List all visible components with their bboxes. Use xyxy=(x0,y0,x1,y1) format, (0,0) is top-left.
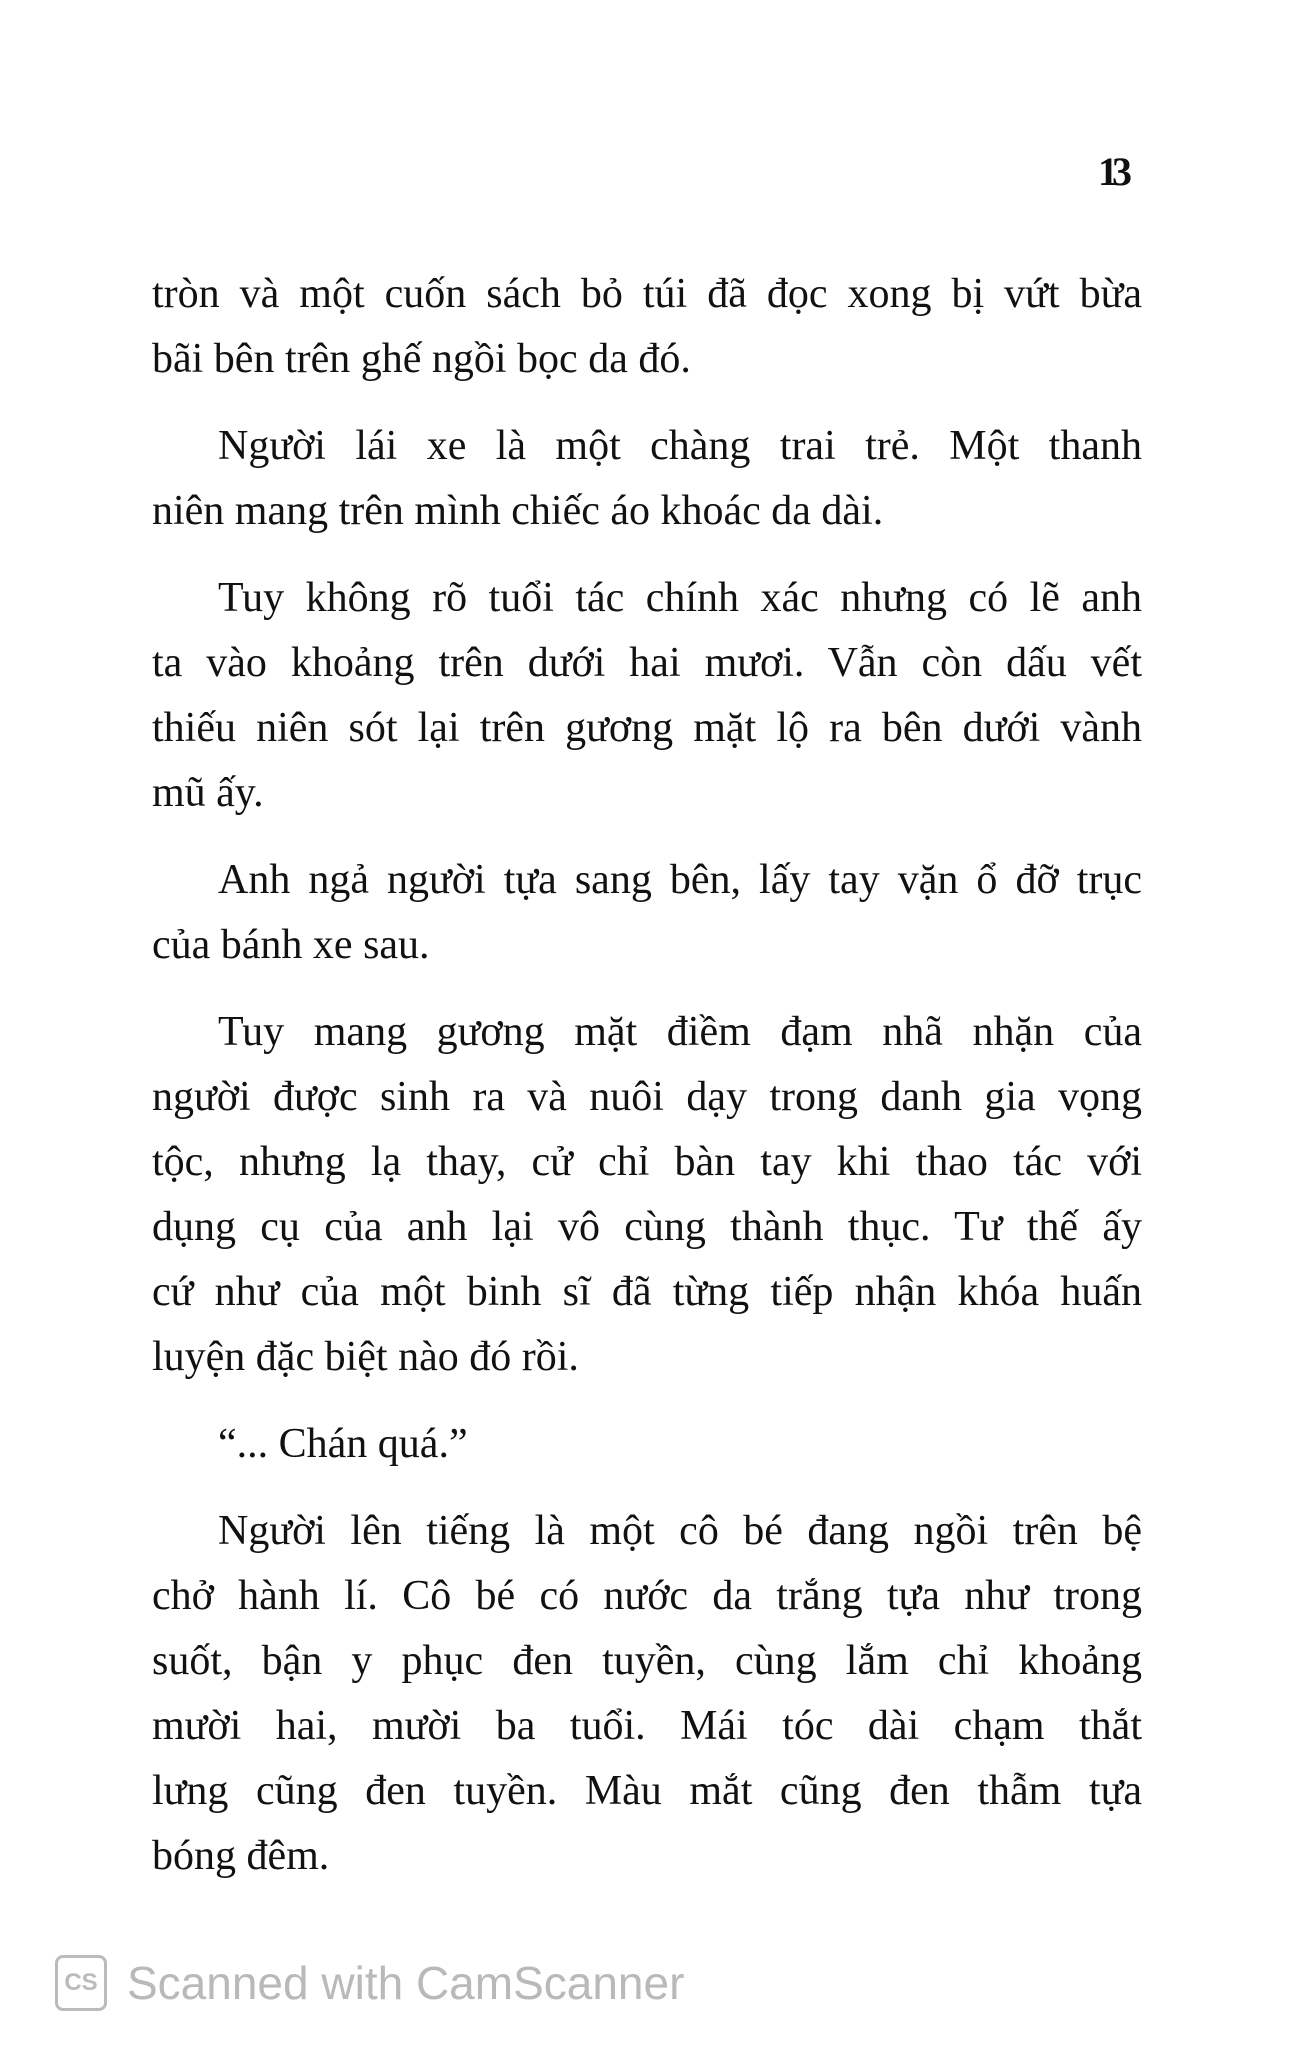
text-line: người được sinh ra và nuôi dạy trong danh gia vọng xyxy=(152,1074,1142,1120)
text-line: Tuy mang gương mặt điềm đạm nhã nhặn của xyxy=(218,1009,1142,1055)
text-line: Người lên tiếng là một cô bé đang ngồi trên bệ xyxy=(218,1508,1142,1554)
text-line: chở hành lí. Cô bé có nước da trắng tựa như trong xyxy=(152,1573,1142,1619)
text-line: bóng đêm. xyxy=(152,1833,330,1879)
paragraph xyxy=(152,848,1142,978)
text-line: “... Chán quá.” xyxy=(218,1421,468,1467)
text-line: luyện đặc biệt nào đó rồi. xyxy=(152,1334,579,1380)
text-line: dụng cụ của anh lại vô cùng thành thục. Tư thế ấy xyxy=(152,1204,1142,1250)
text-line: Anh ngả người tựa sang bên, lấy tay vặn ổ đỡ trục xyxy=(218,857,1142,903)
text-line: ta vào khoảng trên dưới hai mươi. Vẫn còn dấu vết xyxy=(152,640,1142,686)
paragraph xyxy=(152,414,1142,544)
paragraph xyxy=(152,262,1142,392)
watermark-text: Scanned with CamScanner xyxy=(127,1957,685,2009)
text-line: bãi bên trên ghế ngồi bọc da đó. xyxy=(152,336,691,382)
text-line: tộc, nhưng lạ thay, cử chỉ bàn tay khi thao tác với xyxy=(152,1139,1142,1185)
text-line: tròn và một cuốn sách bỏ túi đã đọc xong bị vứt bừa xyxy=(152,271,1142,317)
camscanner-logo-icon: CS xyxy=(55,1955,107,2011)
paragraph xyxy=(152,1412,1142,1477)
paragraph xyxy=(152,1000,1142,1390)
text-line: suốt, bận y phục đen tuyền, cùng lắm chỉ khoảng xyxy=(152,1638,1142,1684)
text-line: mũ ấy. xyxy=(152,770,264,816)
camscanner-watermark xyxy=(55,1955,684,2011)
page-number: 13 xyxy=(1098,149,1126,194)
paragraph xyxy=(152,566,1142,826)
text-line: Người lái xe là một chàng trai trẻ. Một thanh xyxy=(218,423,1142,469)
paragraph xyxy=(152,1499,1142,1889)
text-line: của bánh xe sau. xyxy=(152,922,430,968)
text-line: cứ như của một binh sĩ đã từng tiếp nhận khóa huấn xyxy=(152,1269,1142,1315)
text-line: lưng cũng đen tuyền. Màu mắt cũng đen thẫm tựa xyxy=(152,1768,1142,1814)
text-line: mười hai, mười ba tuổi. Mái tóc dài chạm thắt xyxy=(152,1703,1142,1749)
text-line: Tuy không rõ tuổi tác chính xác nhưng có lẽ anh xyxy=(218,575,1142,621)
text-line: thiếu niên sót lại trên gương mặt lộ ra bên dưới vành xyxy=(152,705,1142,751)
body-text xyxy=(152,262,1142,1911)
text-line: niên mang trên mình chiếc áo khoác da dài. xyxy=(152,488,884,534)
